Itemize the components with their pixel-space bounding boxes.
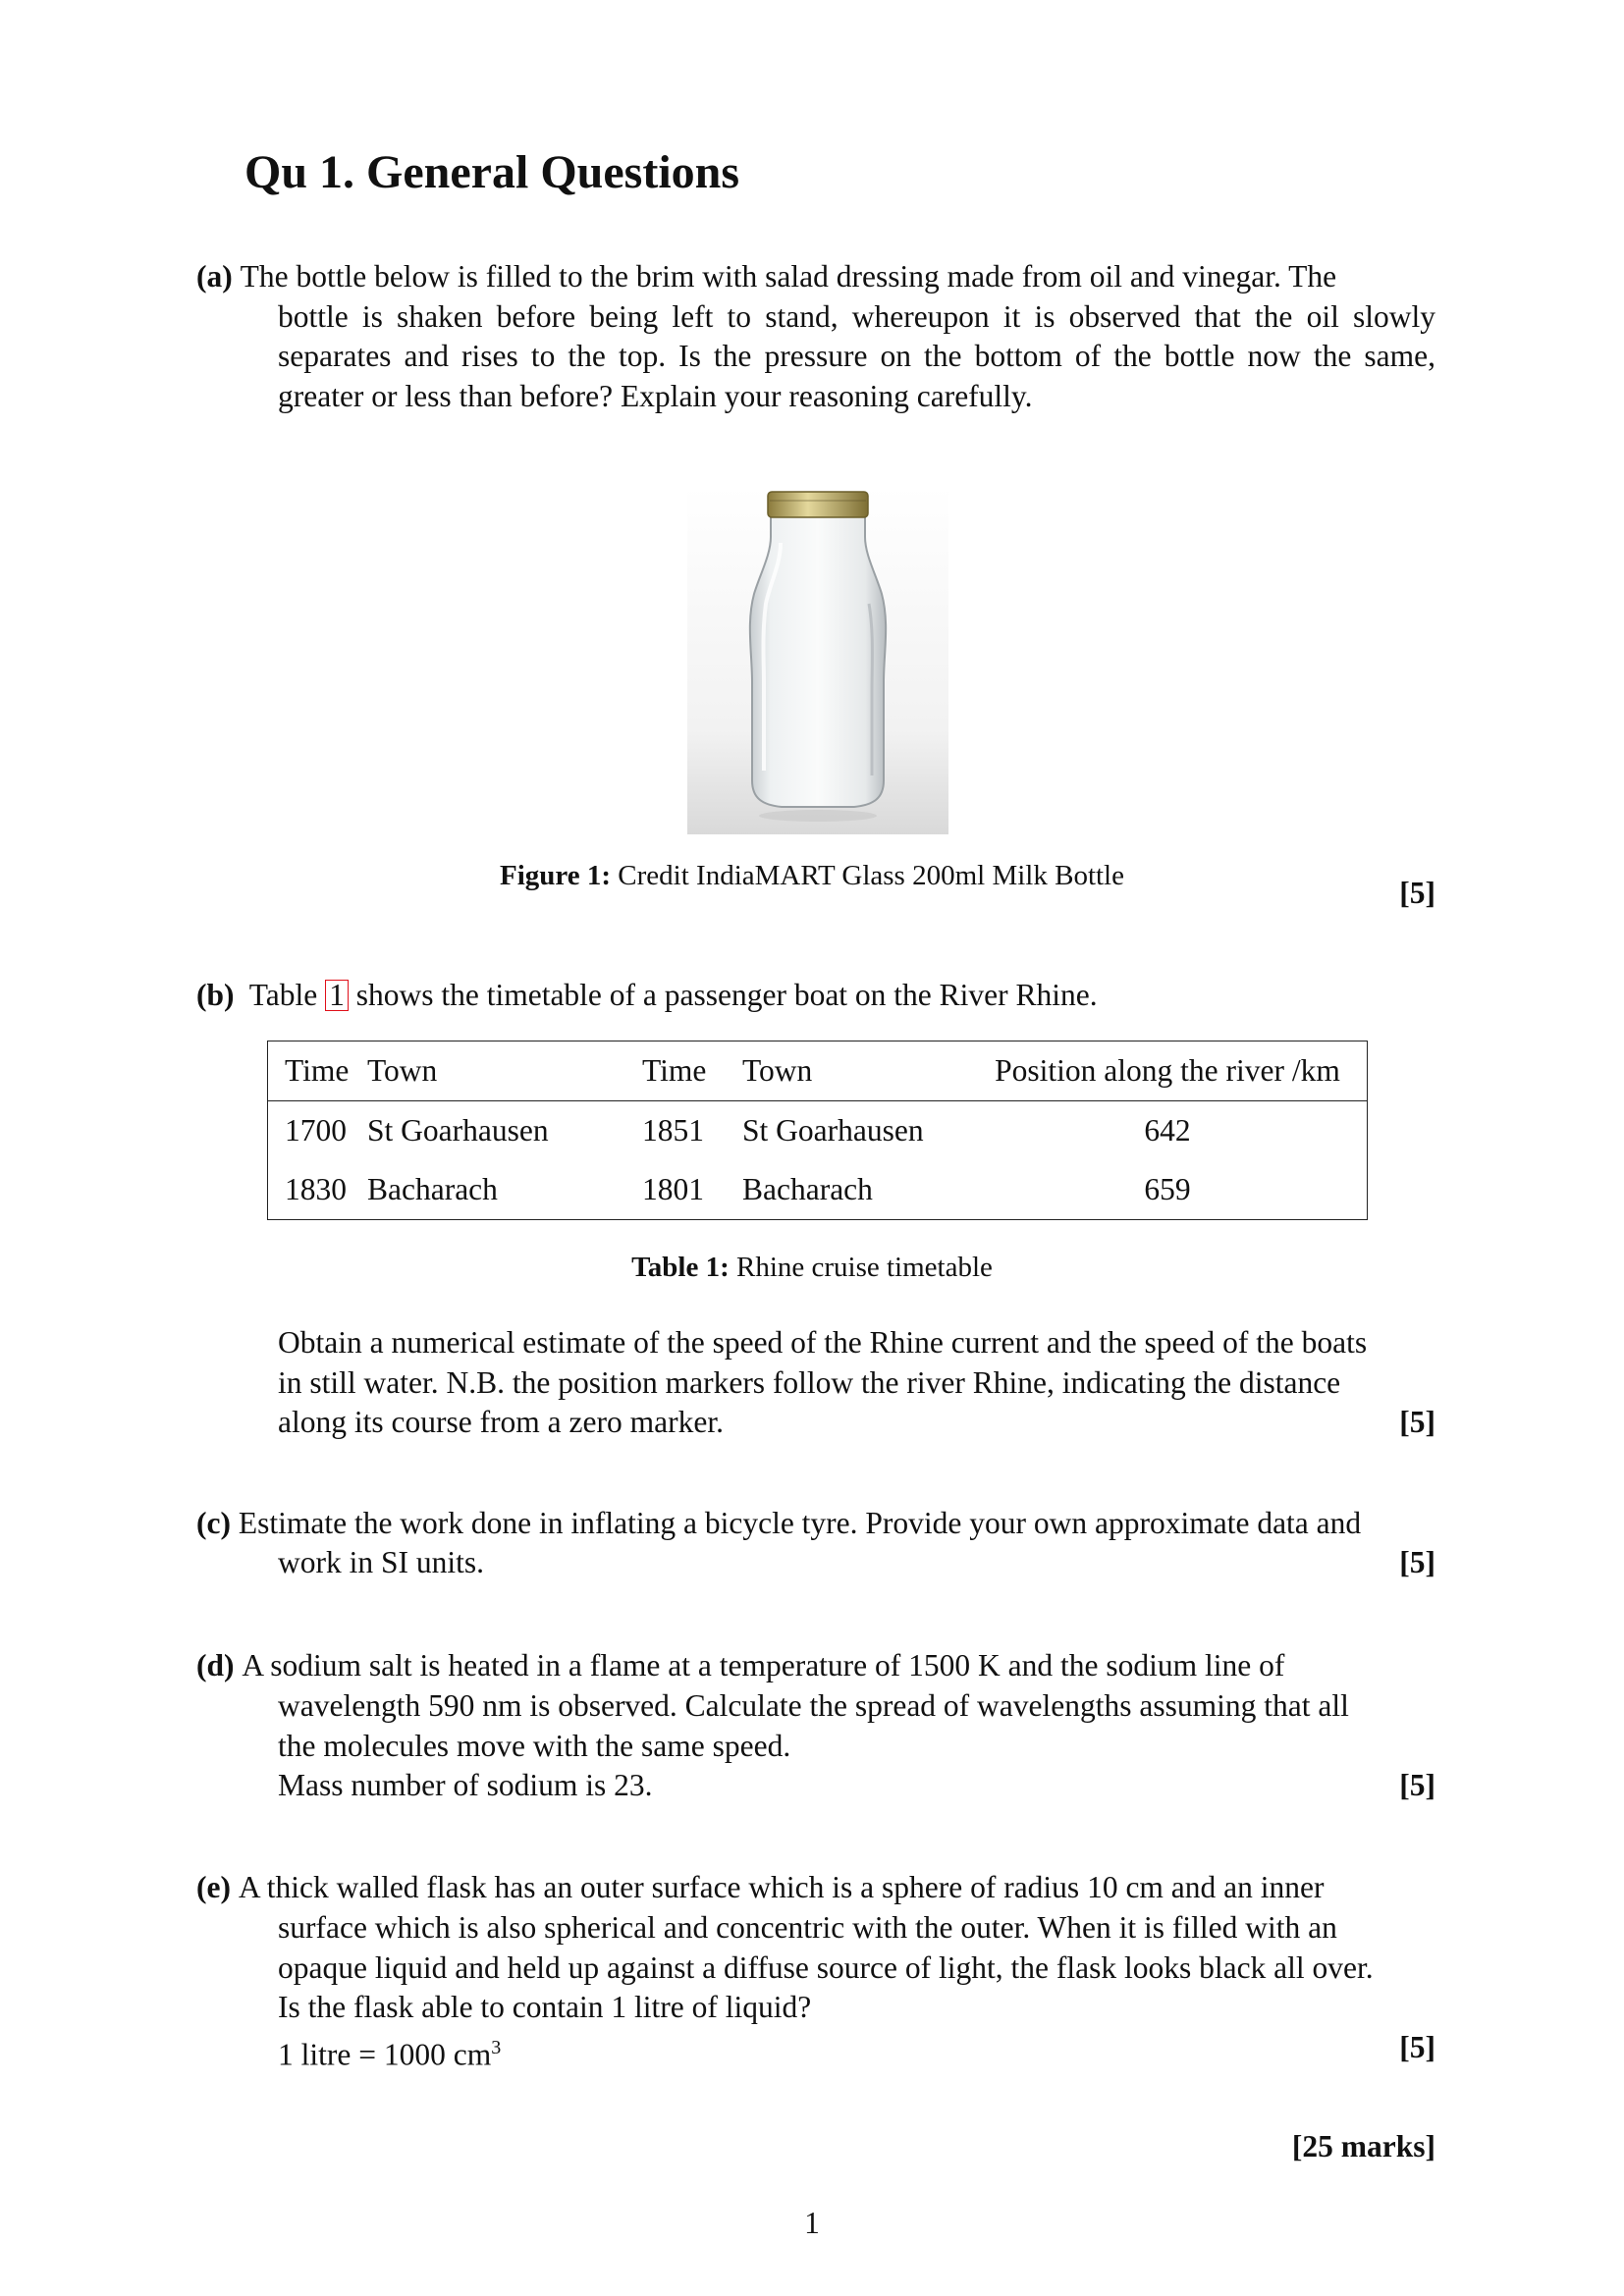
table-header: Town	[742, 1053, 813, 1088]
question-e-line1: A thick walled flask has an outer surface which is a sphere of radius 10 cm and an inner	[238, 1870, 1325, 1904]
question-e-line3: opaque liquid and held up against a diffuse source of light, the flask looks black all over.	[278, 1949, 1374, 1985]
table-caption-text: Rhine cruise timetable	[735, 1252, 993, 1283]
table-cell: 659	[1144, 1172, 1191, 1206]
question-b-line: Obtain a numerical estimate of the speed of the Rhine current and the speed of the boats	[278, 1325, 1368, 1360]
question-a-text: bottle is shaken before being left to stand, whereupon it is observed that the oil slowly separates and rises to the top. Is the pressure on the bottom of the bottle now the same, greater or less than before? Explain your reasoning carefully.	[278, 298, 1435, 413]
exponent: 3	[491, 2036, 502, 2058]
question-d-line1: A sodium salt is heated in a flame at a temperature of 1500 K and the sodium line of	[242, 1648, 1285, 1682]
table-caption	[0, 1252, 1624, 1284]
table-cell: 1700	[285, 1113, 347, 1148]
table-cell: 1801	[642, 1172, 704, 1206]
table-header: Position along the river /km	[995, 1053, 1340, 1088]
table-cell: St Goarhausen	[742, 1113, 924, 1148]
table-cell: Bacharach	[742, 1172, 873, 1206]
question-e-cont	[278, 1908, 1435, 2075]
question-c-label: (c)	[196, 1506, 231, 1540]
figure-label: Figure 1:	[500, 860, 612, 891]
table-header-row	[268, 1041, 1368, 1101]
table-cell: 642	[1144, 1113, 1191, 1148]
question-a-marks: [5]	[1399, 876, 1435, 910]
question-e-line5	[278, 2028, 501, 2075]
question-a-line1: The bottle below is filled to the brim with salad dressing made from oil and vinegar. The	[240, 259, 1337, 294]
table-header: Town	[367, 1053, 438, 1088]
table-row	[268, 1101, 1368, 1161]
page-title: Qu 1. General Questions	[244, 146, 740, 198]
question-a-label: (a)	[196, 259, 233, 294]
table-label: Table 1:	[631, 1252, 730, 1283]
table-cell: Bacharach	[367, 1172, 498, 1206]
question-d-label: (d)	[196, 1648, 235, 1682]
page-number: 1	[804, 2206, 820, 2240]
question-d	[196, 1646, 1435, 1686]
figure-caption	[0, 860, 1624, 892]
milk-bottle-image	[687, 486, 948, 834]
table-header: Time	[642, 1053, 707, 1088]
table-cell: 1851	[642, 1113, 704, 1148]
table-cell: St Goarhausen	[367, 1113, 549, 1148]
table-cell: 1830	[285, 1172, 347, 1206]
question-b-intro-pre: Table	[248, 978, 318, 1012]
total-marks: [25 marks]	[1291, 2129, 1435, 2163]
question-e-line4: Is the flask able to contain 1 litre of liquid?	[278, 1990, 812, 2024]
question-b-label: (b)	[196, 978, 235, 1012]
question-e-marks: [5]	[1399, 2029, 1435, 2064]
table-reference-link[interactable]: 1	[325, 980, 349, 1011]
question-c	[196, 1504, 1435, 1544]
question-c-marks: [5]	[1399, 1545, 1435, 1579]
question-d-line3: the molecules move with the same speed.	[278, 1728, 791, 1763]
question-c-line1: Estimate the work done in inflating a bicycle tyre. Provide your own approximate data and	[238, 1506, 1362, 1540]
question-d-cont	[278, 1686, 1435, 1806]
table-header: Time	[285, 1053, 350, 1088]
question-e	[196, 1868, 1435, 1908]
question-b-marks: [5]	[1399, 1405, 1435, 1439]
figure-caption-text: Credit IndiaMART Glass 200ml Milk Bottle	[618, 860, 1124, 891]
timetable	[267, 1041, 1368, 1220]
question-d-line4: Mass number of sodium is 23.	[278, 1768, 653, 1802]
table-row	[268, 1160, 1368, 1220]
question-d-line2: wavelength 590 nm is observed. Calculate the spread of wavelengths assuming that all	[278, 1688, 1349, 1723]
question-c-cont	[278, 1543, 1435, 1583]
question-b-text	[278, 1323, 1435, 1443]
question-b-intro	[196, 976, 1435, 1016]
question-b-line: in still water. N.B. the position markers follow the river Rhine, indicating the distance	[278, 1364, 1341, 1400]
question-b-intro-post: shows the timetable of a passenger boat on the River Rhine.	[355, 978, 1098, 1012]
question-a	[196, 257, 1435, 416]
question-e-label: (e)	[196, 1870, 231, 1904]
question-e-line2: surface which is also spherical and concentric with the outer. When it is filled with an	[278, 1910, 1337, 1945]
question-b-line: along its course from a zero marker.	[278, 1405, 724, 1439]
question-e-line5-text: 1 litre = 1000 cm	[278, 2037, 492, 2071]
question-d-marks: [5]	[1399, 1768, 1435, 1802]
question-c-line2: work in SI units.	[278, 1545, 485, 1579]
